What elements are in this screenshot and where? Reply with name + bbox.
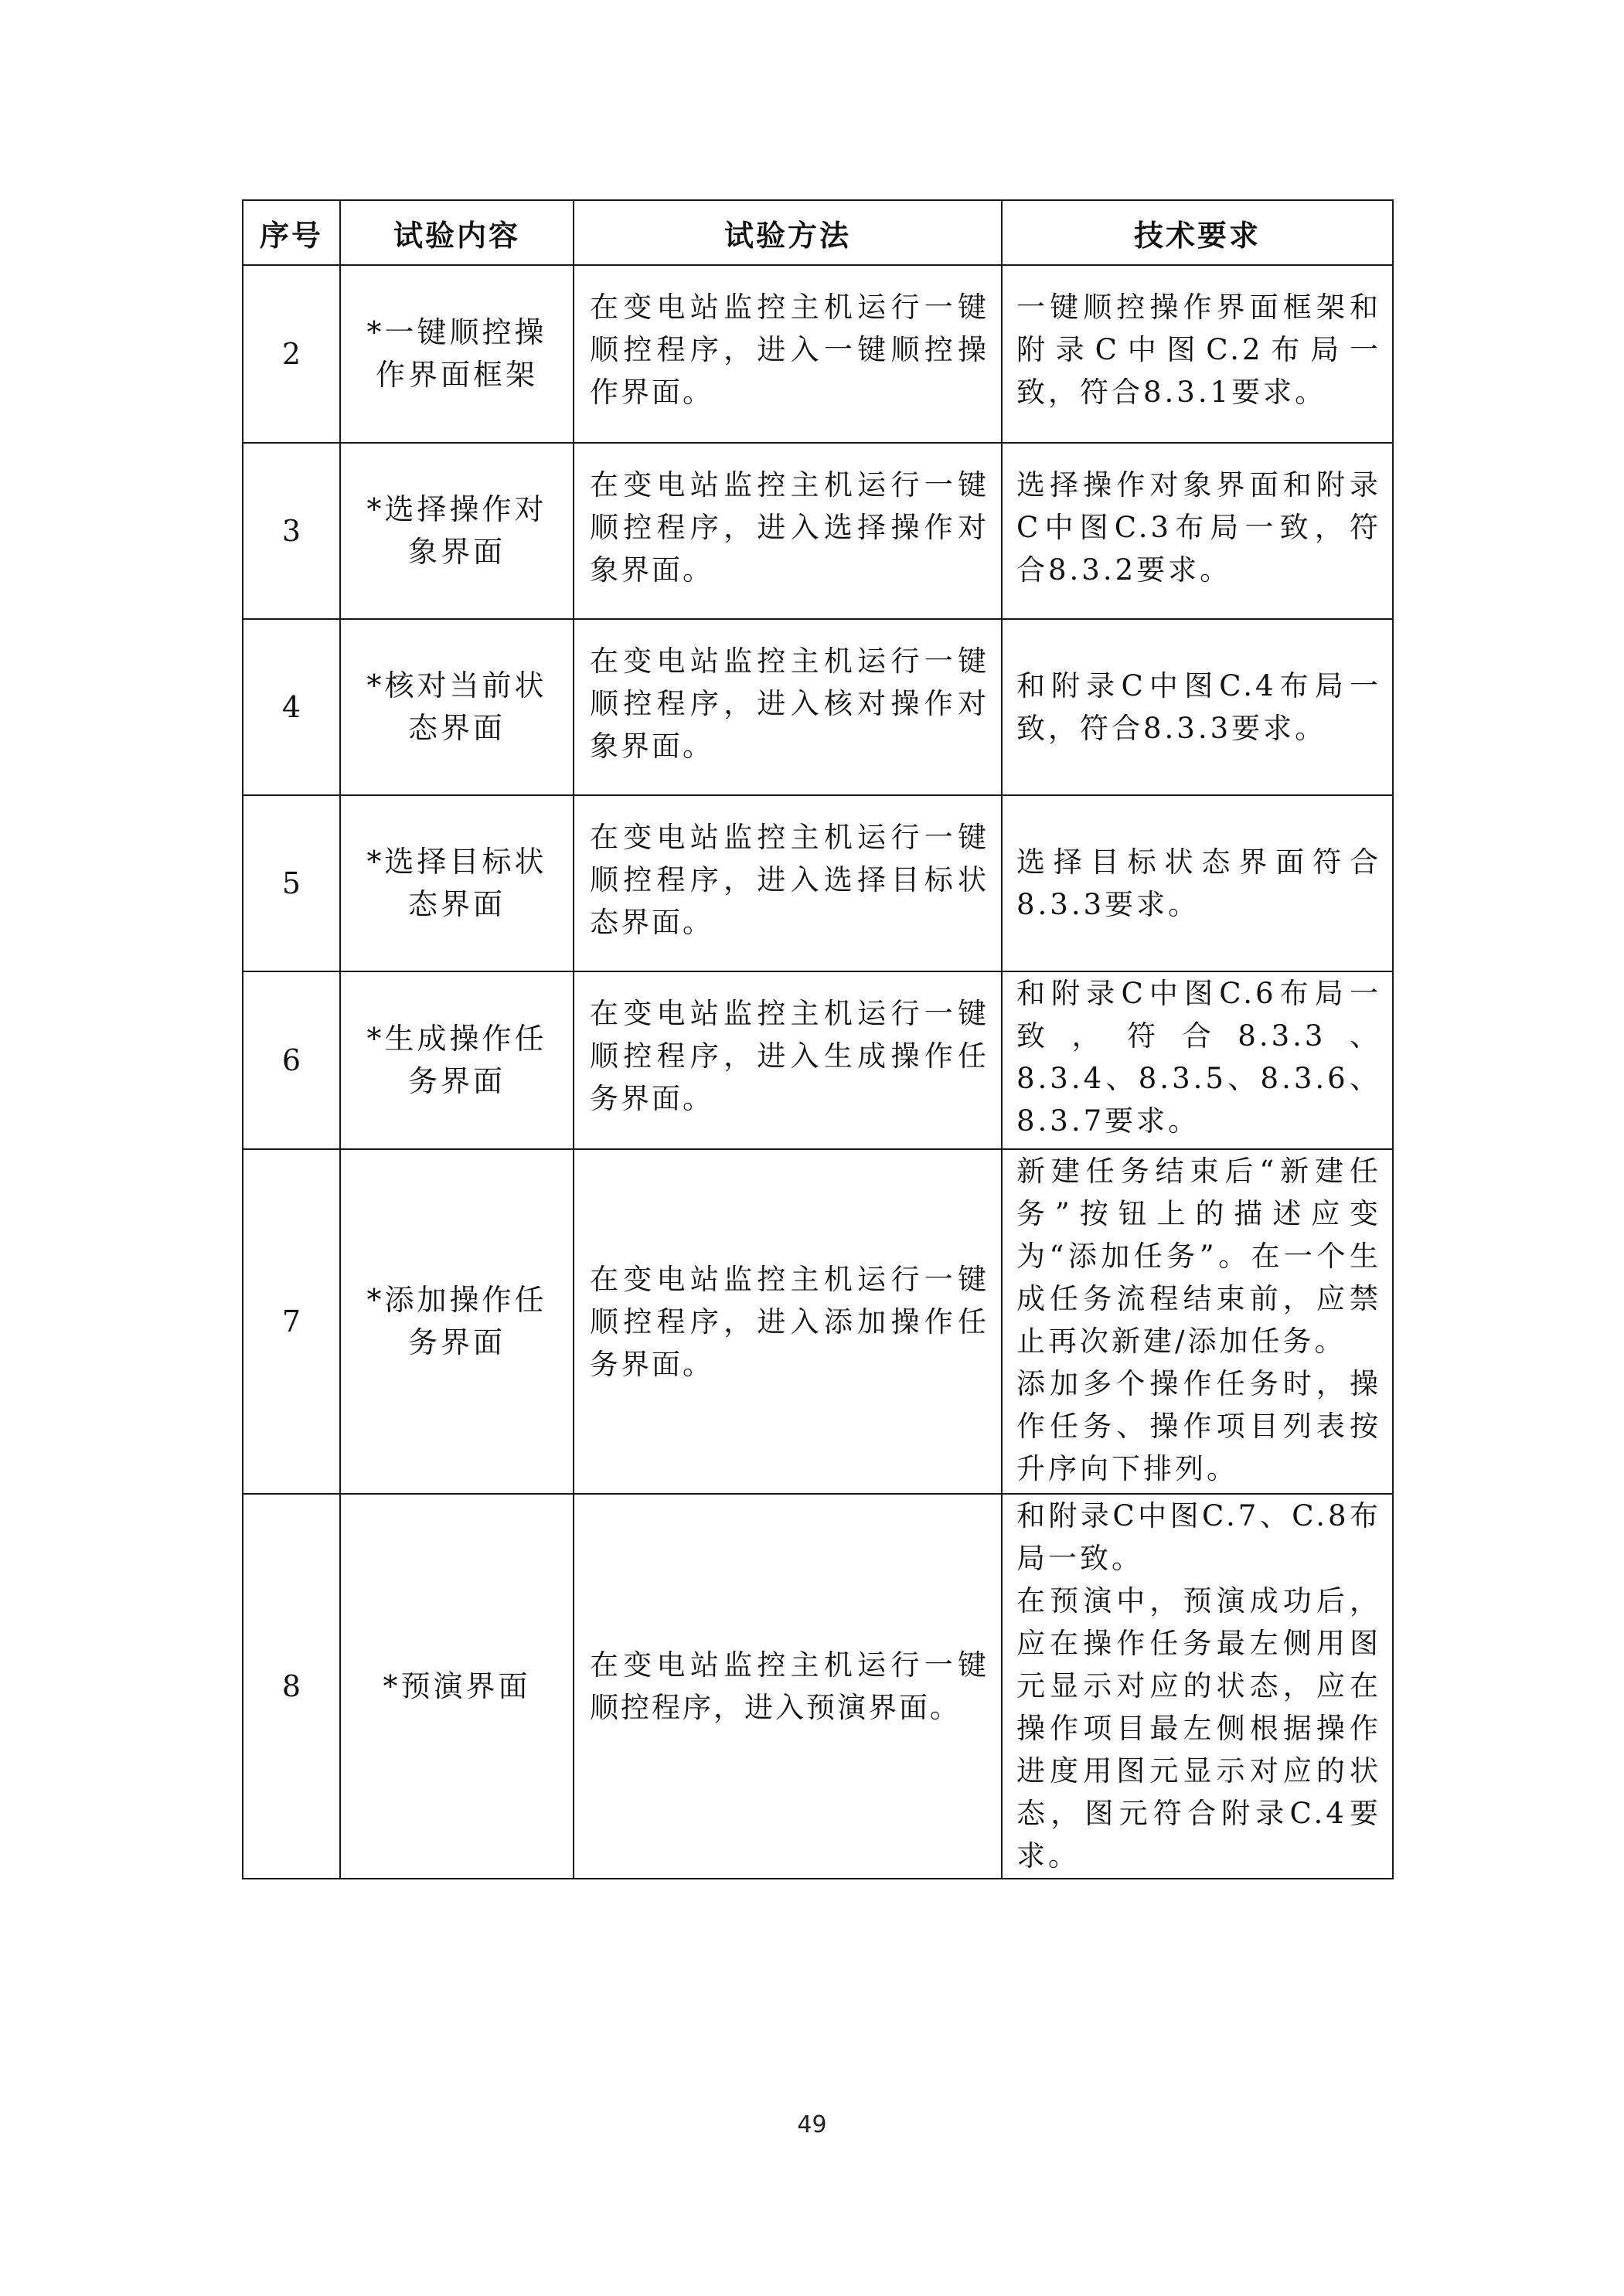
requirement-text: 选择目标状态界面符合8.3.3要求。 [1016,845,1381,921]
requirement-text: 添加多个操作任务时，操作任务、操作项目列表按升序向下排列。 [1016,1367,1381,1485]
technical-requirement [1002,1494,1393,1879]
requirement-text: 选择操作对象界面和附录C中图C.3布局一致，符合8.3.2要求。 [1016,468,1381,587]
table-row [243,795,1393,971]
test-method: 在变电站监控主机运行一键顺控程序，进入一键顺控操作界面。 [574,265,1002,443]
row-number: 3 [243,443,340,619]
header-method: 试验方法 [574,200,1002,265]
header-requirement: 技术要求 [1002,200,1393,265]
test-content: *选择操作对象界面 [340,443,574,619]
test-content: *生成操作任务界面 [340,971,574,1149]
header-content: 试验内容 [340,200,574,265]
table-row [243,1494,1393,1879]
row-number: 5 [243,795,340,971]
requirement-text: 和附录C中图C.6布局一致，符合8.3.3、8.3.4、8.3.5、8.3.6、8.3.7要求。 [1016,977,1381,1138]
test-method: 在变电站监控主机运行一键顺控程序，进入选择操作对象界面。 [574,443,1002,619]
test-content: *一键顺控操作界面框架 [340,265,574,443]
row-number: 2 [243,265,340,443]
row-number: 4 [243,619,340,795]
table-row [243,971,1393,1149]
table-row [243,443,1393,619]
technical-requirement [1002,443,1393,619]
test-method: 在变电站监控主机运行一键顺控程序，进入生成操作任务界面。 [574,971,1002,1149]
table-row [243,265,1393,443]
test-method: 在变电站监控主机运行一键顺控程序，进入核对操作对象界面。 [574,619,1002,795]
test-method: 在变电站监控主机运行一键顺控程序，进入添加操作任务界面。 [574,1149,1002,1494]
table-row [243,1149,1393,1494]
table-header-row [243,200,1393,265]
table-row [243,619,1393,795]
technical-requirement [1002,619,1393,795]
requirement-text: 和附录C中图C.7、C.8布局一致。 [1016,1499,1381,1575]
test-items-table [242,199,1394,1879]
requirement-text: 新建任务结束后“新建任务”按钮上的描述应变为“添加任务”。在一个生成任务流程结束前，应禁止再次新建/添加任务。 [1016,1155,1381,1358]
row-number: 7 [243,1149,340,1494]
technical-requirement [1002,795,1393,971]
requirement-text: 一键顺控操作界面框架和附录C中图C.2布局一致，符合8.3.1要求。 [1016,291,1381,409]
test-content: *添加操作任务界面 [340,1149,574,1494]
test-content: *选择目标状态界面 [340,795,574,971]
row-number: 6 [243,971,340,1149]
test-content: *预演界面 [340,1494,574,1879]
row-number: 8 [243,1494,340,1879]
test-method: 在变电站监控主机运行一键顺控程序，进入预演界面。 [574,1494,1002,1879]
requirement-text: 和附录C中图C.4布局一致，符合8.3.3要求。 [1016,669,1381,745]
test-content: *核对当前状态界面 [340,619,574,795]
technical-requirement [1002,265,1393,443]
technical-requirement [1002,1149,1393,1494]
requirement-text: 在预演中，预演成功后，应在操作任务最左侧用图元显示对应的状态，应在操作项目最左侧根据操作进度用图元显示对应的状态，图元符合附录C.4要求。 [1016,1584,1381,1873]
header-no: 序号 [243,200,340,265]
page-number: 49 [797,2111,827,2138]
technical-requirement [1002,971,1393,1149]
test-method: 在变电站监控主机运行一键顺控程序，进入选择目标状态界面。 [574,795,1002,971]
